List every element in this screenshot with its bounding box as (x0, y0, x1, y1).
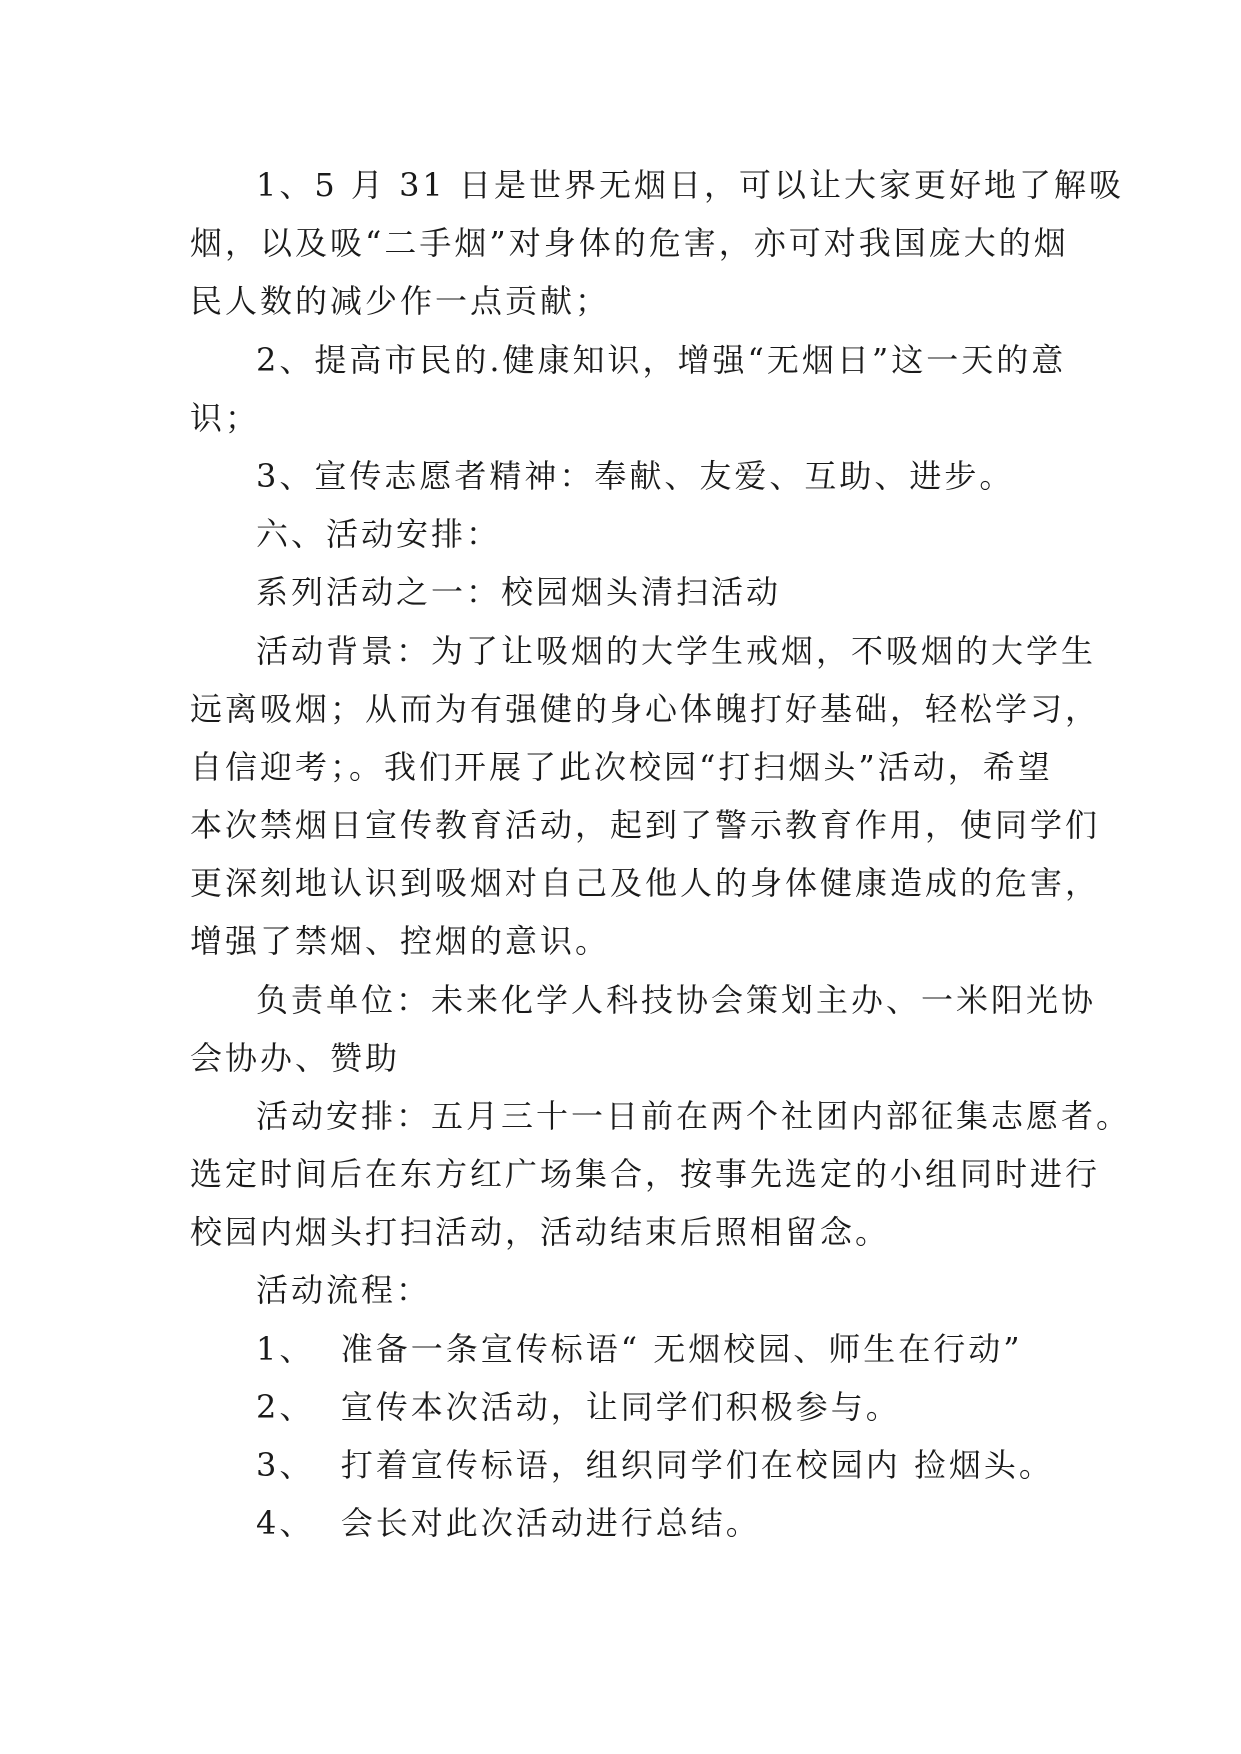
list-item: 2、 宣传本次活动，让同学们积极参与。 (256, 1388, 901, 1426)
paragraph-line: 活动安排：五月三十一日前在两个社团内部征集志愿者。 (256, 1097, 1132, 1135)
list-item: 3、 打着宣传标语，组织同学们在校园内 捡烟头。 (256, 1446, 1054, 1484)
paragraph-line: 活动背景：为了让吸烟的大学生戒烟，不吸烟的大学生 (256, 632, 1097, 670)
paragraph-line: 识； (190, 399, 261, 437)
subsection-heading: 系列活动之一：校园烟头清扫活动 (256, 573, 782, 611)
paragraph-line: 增强了禁烟、控烟的意识。 (190, 922, 611, 960)
paragraph-line: 会协办、赞助 (190, 1039, 401, 1077)
paragraph-line: 更深刻地认识到吸烟对自己及他人的身体健康造成的危害， (190, 864, 1101, 902)
section-heading: 六、活动安排： (256, 515, 502, 553)
paragraph-line: 2、提高市民的.健康知识，增强“无烟日”这一天的意 (256, 341, 1067, 379)
paragraph-line: 负责单位：未来化学人科技协会策划主办、一米阳光协 (256, 981, 1097, 1019)
paragraph-line: 烟，以及吸“二手烟”对身体的危害，亦可对我国庞大的烟 (190, 224, 1069, 262)
paragraph-line: 1、5 月 31 日是世界无烟日，可以让大家更好地了解吸 (256, 166, 1124, 204)
paragraph-line: 本次禁烟日宣传教育活动，起到了警示教育作用，使同学们 (190, 806, 1101, 844)
list-item: 4、 会长对此次活动进行总结。 (256, 1504, 761, 1542)
paragraph-line: 校园内烟头打扫活动，活动结束后照相留念。 (190, 1213, 891, 1251)
subsection-heading: 活动流程： (256, 1271, 432, 1309)
list-item: 1、 准备一条宣传标语“ 无烟校园、师生在行动” (256, 1330, 1023, 1368)
paragraph-line: 远离吸烟；从而为有强健的身心体魄打好基础，轻松学习， (190, 690, 1101, 728)
paragraph-line: 民人数的减少作一点贡献； (190, 282, 611, 320)
paragraph-line: 自信迎考；。我们开展了此次校园“打扫烟头”活动，希望 (190, 748, 1053, 786)
paragraph-line: 3、宣传志愿者精神：奉献、友爱、互助、进步。 (256, 457, 1015, 495)
paragraph-line: 选定时间后在东方红广场集合，按事先选定的小组同时进行 (190, 1155, 1101, 1193)
